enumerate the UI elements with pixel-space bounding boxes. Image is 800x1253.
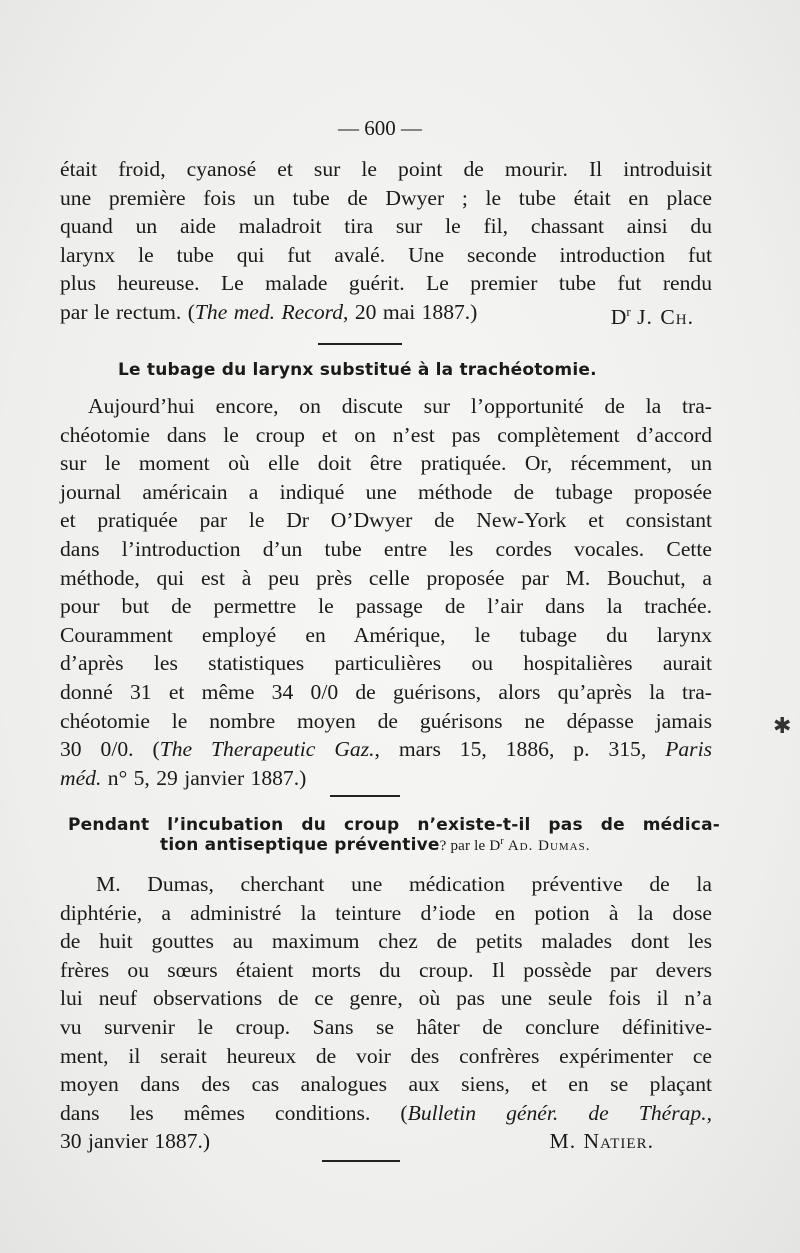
- text-line: vu survenir le croup. Sans se hâter de conclure définitive-: [60, 1014, 712, 1039]
- margin-mark-icon: ✱: [773, 714, 792, 739]
- section2-signature: M. Natier.: [549, 1129, 654, 1154]
- section1-paragraph: [60, 392, 712, 792]
- byline: [440, 838, 591, 854]
- byline-name: Ad. Dumas.: [507, 838, 591, 854]
- text-line: chéotomie le nombre moyen de guérisons ne dépasse jamais: [60, 708, 712, 733]
- section-divider: [318, 343, 402, 345]
- text-fragment: par le rectum. (: [60, 299, 195, 324]
- text-line: chéotomie dans le croup et on n’est pas complètement d’accord: [60, 422, 712, 447]
- text-fragment: ,: [706, 1100, 713, 1125]
- source-citation: The Therapeutic Gaz.: [159, 737, 375, 762]
- text-fragment: n° 5, 29 janvier 1887.): [101, 765, 307, 790]
- page-number: — 600 —: [338, 116, 422, 140]
- text-line: moyen dans des cas analogues aux siens, et en se plaçant: [60, 1072, 712, 1097]
- text-line: [60, 735, 712, 764]
- text-line: une première fois un tube de Dwyer ; le tube était en place: [60, 185, 712, 210]
- section-divider: [322, 1160, 400, 1162]
- text-line: d’après les statistiques particulières ou hospitalières aurait: [60, 651, 712, 676]
- text-line: était froid, cyanosé et sur le point de mourir. Il introduisit: [60, 157, 712, 181]
- text-line: Couramment employé en Amérique, le tubage du larynx: [60, 622, 712, 647]
- source-citation: méd.: [60, 765, 102, 790]
- byline-superscript: r: [500, 836, 504, 847]
- section-heading: Pendant l’incubation du croup n’existe-t-il pas de médica-: [68, 815, 720, 835]
- signature-superscript: r: [626, 303, 631, 319]
- text-line: méthode, qui est à peu près celle proposée par M. Bouchut, a: [60, 565, 712, 590]
- intro-signature: [611, 298, 694, 332]
- section2-paragraph: [60, 870, 712, 1156]
- source-citation: Bulletin génér. de Thérap.: [407, 1100, 707, 1125]
- text-line: lui neuf observations de ce genre, où pas une seule fois il n’a: [60, 986, 712, 1011]
- section-heading: Le tubage du larynx substitué à la trachéotomie.: [118, 360, 597, 380]
- text-line: ment, il serait heureux de voir des confrères expérimenter ce: [60, 1043, 712, 1068]
- text-line: [60, 298, 712, 330]
- heading-fragment: tion antiseptique préventive: [160, 835, 440, 855]
- source-citation: The med. Record: [194, 299, 344, 324]
- signature-prefix: D: [610, 305, 627, 330]
- text-line: [60, 1127, 712, 1156]
- text-line: larynx le tube qui fut avalé. Une seconde introduction fut: [60, 242, 712, 267]
- text-line: plus heureuse. Le malade guérit. Le premier tube fut rendu: [60, 271, 712, 296]
- text-fragment: , mars 15, 1886, p. 315,: [374, 737, 647, 762]
- text-line: [60, 1099, 712, 1128]
- signature-name: J. Ch.: [637, 305, 694, 330]
- text-line: Aujourd’hui encore, on discute sur l’opportunité de la tra-: [88, 394, 712, 418]
- text-line: frères ou sœurs étaient morts du croup. Il possède par devers: [60, 957, 712, 982]
- source-citation: Paris: [665, 737, 712, 762]
- text-line: dans l’introduction d’un tube entre les cordes vocales. Cette: [60, 536, 712, 561]
- intro-paragraph: [60, 155, 712, 330]
- section-divider: [330, 795, 400, 797]
- text-line: [60, 764, 712, 793]
- text-line: sur le moment où elle doit être pratiquée. Or, récemment, un: [60, 451, 712, 476]
- text-fragment: , 20 mai 1887.): [343, 299, 478, 324]
- byline-prefix: ? par le D: [439, 838, 501, 854]
- text-line: donné 31 et même 34 0/0 de guérisons, alors qu’après la tra-: [60, 679, 712, 704]
- text-line: journal américain a indiqué une méthode de tubage proposée: [60, 479, 712, 504]
- text-line: diphtérie, a administré la teinture d’iode en potion à la dose: [60, 900, 712, 925]
- text-line: pour but de permettre le passage de l’air dans la trachée.: [60, 594, 712, 619]
- text-fragment: 30 janvier 1887.): [60, 1129, 211, 1154]
- text-line: quand un aide maladroit tira sur le fil, chassant ainsi du: [60, 214, 712, 239]
- text-fragment: 30 0/0. (: [60, 737, 160, 762]
- text-line: et pratiquée par le Dr O’Dwyer de New-York et consistant: [60, 508, 712, 533]
- text-line: de huit gouttes au maximum chez de petits malades dont les: [60, 929, 712, 954]
- section-heading-continued: [160, 835, 591, 855]
- text-fragment: dans les mêmes conditions. (: [60, 1100, 408, 1125]
- text-line: M. Dumas, cherchant une médication préventive de la: [96, 872, 712, 896]
